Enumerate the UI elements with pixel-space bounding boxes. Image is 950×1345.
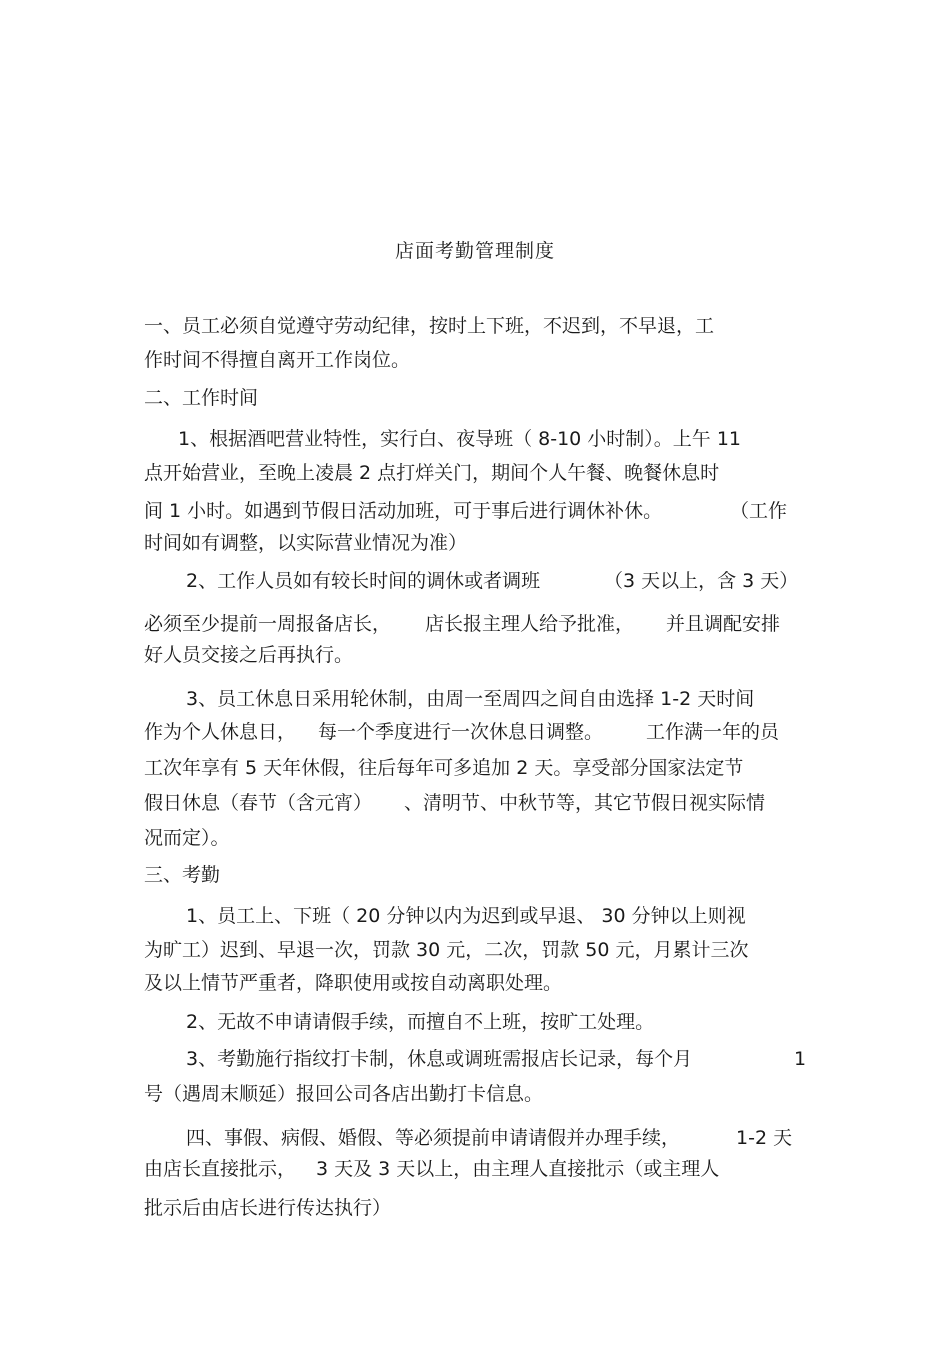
section-heading: 三、考勤 — [144, 864, 221, 886]
paragraph-line: 并且调配安排 — [666, 613, 781, 635]
paragraph-line: 每一个季度进行一次休息日调整。 — [318, 721, 604, 743]
paragraph-line: 1-2 天 — [736, 1127, 793, 1149]
paragraph-line: 点开始营业，至晚上凌晨 2 点打烊关门，期间个人午餐、晚餐休息时 — [144, 462, 720, 484]
paragraph-line: 好人员交接之后再执行。 — [144, 644, 354, 666]
paragraph-line: 由店长直接批示， — [144, 1158, 297, 1180]
paragraph-line: 号（遇周末顺延）报回公司各店出勤打卡信息。 — [144, 1083, 544, 1105]
paragraph-line: 一、员工必须自觉遵守劳动纪律，按时上下班，不迟到，不早退，工 — [144, 315, 715, 337]
paragraph-line: （工作 — [730, 500, 788, 522]
paragraph-line: 1、员工上、下班（ 20 分钟以内为迟到或早退、 30 分钟以上则视 — [186, 905, 746, 927]
paragraph-line: （3 天以上，含 3 天） — [604, 570, 799, 592]
paragraph-line: 及以上情节严重者，降职使用或按自动离职处理。 — [144, 972, 563, 994]
paragraph-line: 3、员工休息日采用轮休制，由周一至周四之间自由选择 1-2 天时间 — [186, 688, 755, 710]
paragraph-line: 必须至少提前一周报备店长， — [144, 613, 392, 635]
paragraph-line: 作为个人休息日， — [144, 721, 297, 743]
paragraph-line: 况而定）。 — [144, 827, 230, 849]
paragraph-line: 店长报主理人给予批准， — [425, 613, 635, 635]
paragraph-line: 假日休息（春节（含元宵） — [144, 792, 373, 814]
document-title: 店面考勤管理制度 — [394, 240, 555, 262]
paragraph-line: 四、事假、病假、婚假、等必须提前申请请假并办理手续， — [186, 1127, 681, 1149]
paragraph-line: 3、考勤施行指纹打卡制，休息或调班需报店长记录，每个月 — [186, 1048, 693, 1070]
paragraph-line: 2、无故不申请请假手续，而擅自不上班，按旷工处理。 — [186, 1011, 655, 1033]
paragraph-line: 间 1 小时。如遇到节假日活动加班，可于事后进行调休补休。 — [144, 500, 663, 522]
paragraph-line: 为旷工）迟到、早退一次，罚款 30 元，二次，罚款 50 元，月累计三次 — [144, 939, 749, 961]
paragraph-line: 作时间不得擅自离开工作岗位。 — [144, 349, 411, 371]
section-heading: 二、工作时间 — [144, 387, 259, 409]
paragraph-line: 3 天及 3 天以上，由主理人直接批示（或主理人 — [316, 1158, 720, 1180]
paragraph-line: 1 — [794, 1048, 807, 1070]
paragraph-line: 时间如有调整，以实际营业情况为准） — [144, 532, 468, 554]
paragraph-line: 2、工作人员如有较长时间的调休或者调班 — [186, 570, 541, 592]
paragraph-line: 、清明节、中秋节等，其它节假日视实际情 — [404, 792, 766, 814]
paragraph-line: 工作满一年的员 — [646, 721, 780, 743]
paragraph-line: 工次年享有 5 天年休假，往后每年可多追加 2 天。享受部分国家法定节 — [144, 757, 744, 779]
paragraph-line: 批示后由店长进行传达执行） — [144, 1197, 392, 1219]
paragraph-line: 1、根据酒吧营业特性，实行白、夜导班（ 8-10 小时制）。上午 11 — [178, 428, 742, 450]
